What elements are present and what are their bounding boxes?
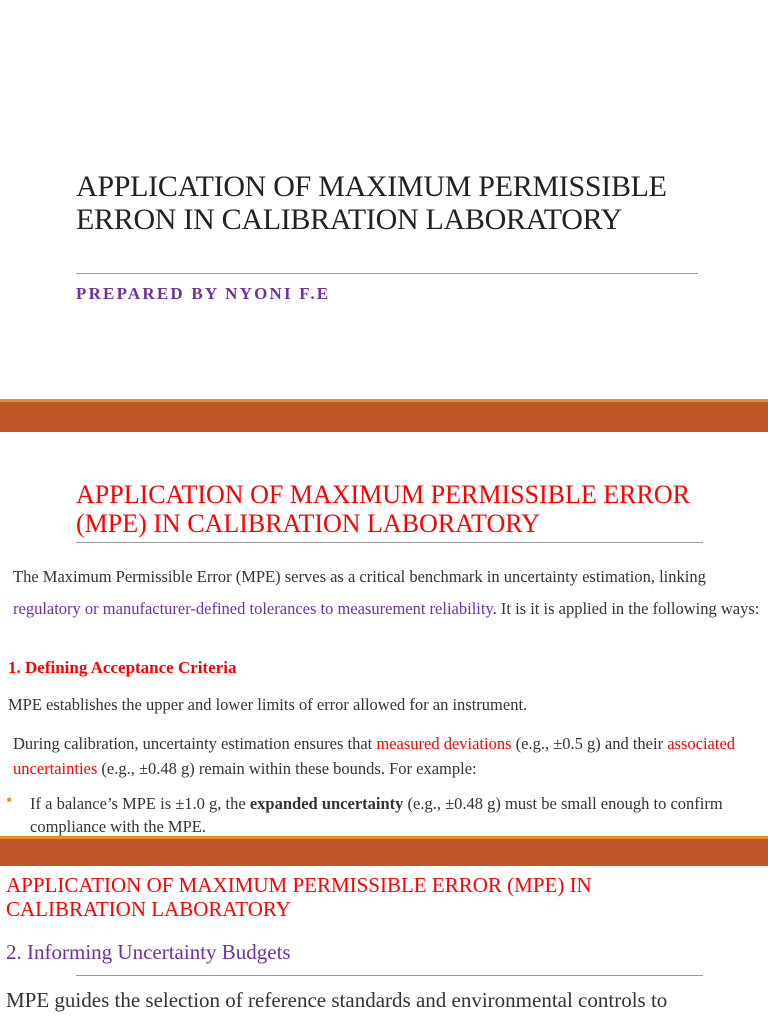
slide1-subtitle: PREPARED BY NYONI F.E (76, 284, 331, 303)
calib-highlight-deviations: measured deviations (376, 734, 512, 753)
calib-highlight-uncertainties: associated uncertainties (13, 734, 736, 778)
slide2-title: APPLICATION OF MAXIMUM PERMISSIBLE ERROR (MPE) IN CALIBRATION LABORATORY (76, 480, 690, 538)
calib-text-a: During calibration, uncertainty estimation ensures that (13, 734, 377, 753)
intro-highlight: regulatory or manufacturer-defined tolerances to measurement reliability (13, 598, 493, 618)
slide1-title: APPLICATION OF MAXIMUM PERMISSIBLE ERRON IN CALIBRATION LABORATORY (76, 170, 667, 236)
mpe-guides-text: MPE guides the selection of reference standards and environmental controls to (6, 988, 668, 1012)
slide3-divider (76, 975, 703, 976)
section-heading-uncertainty-budgets: 2. Informing Uncertainty Budgets (6, 940, 291, 964)
intro-paragraph (13, 561, 763, 624)
slide2-divider (76, 542, 703, 543)
calib-text-c: (e.g., ±0.5 g) and their (511, 734, 668, 753)
calibration-paragraph (13, 731, 763, 781)
calib-text-e: (e.g., ±0.48 g) remain within these bounds. For example: (97, 759, 477, 778)
mpe-limits-text: MPE establishes the upper and lower limits of error allowed for an instrument. (8, 695, 528, 714)
section-heading-acceptance: 1. Defining Acceptance Criteria (8, 658, 237, 677)
bullet-text-c: (e.g., ±0.48 g) must be small enough to confirm compliance with the MPE. (30, 794, 723, 836)
bullet-icon: • (6, 790, 13, 810)
bullet-text-a: If a balance’s MPE is ±1.0 g, the (30, 794, 250, 813)
intro-text-c: . It is it is applied in the following ways: (492, 598, 760, 618)
intro-text-a: The Maximum Permissible Error (MPE) serves as a critical benchmark in uncertainty estimation, linking (13, 567, 706, 586)
slide-separator-band (0, 399, 768, 432)
bullet-bold: expanded uncertainty (249, 794, 404, 813)
slide1-divider (76, 273, 698, 274)
slide3-title: APPLICATION OF MAXIMUM PERMISSIBLE ERROR (MPE) IN CALIBRATION LABORATORY (6, 873, 592, 921)
slide-separator-band-2 (0, 836, 768, 866)
bullet-item (30, 792, 766, 838)
